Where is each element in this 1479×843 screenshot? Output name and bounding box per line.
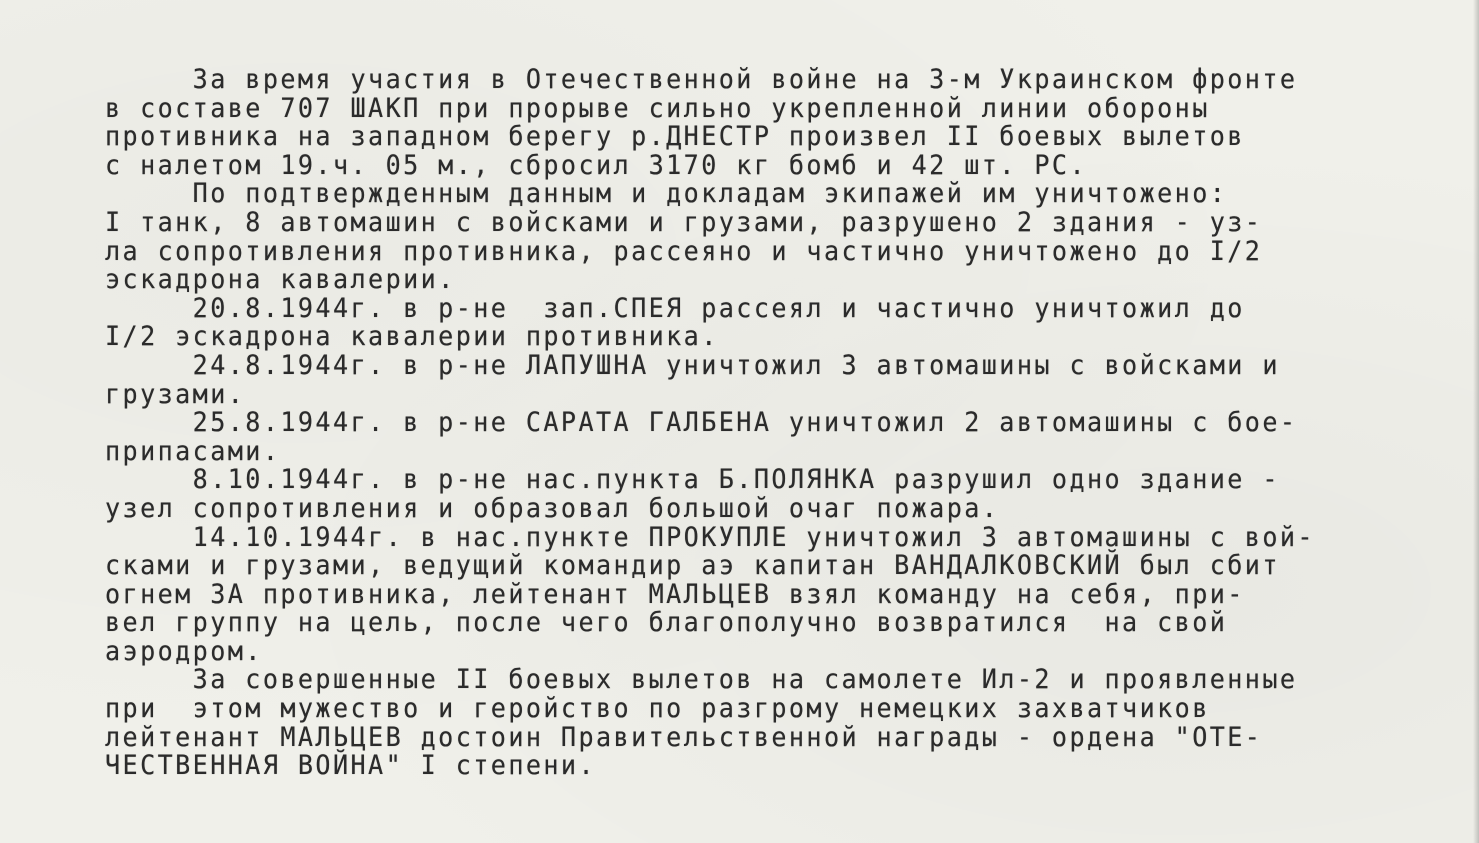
- text-line: 14.10.1944г. в нас.пункте ПРОКУПЛЕ уничтожил 3 автомашины с вой-: [105, 521, 1315, 553]
- text-line: I танк, 8 автомашин с войсками и грузами, разрушено 2 здания - уз-: [105, 206, 1263, 238]
- text-line: сками и грузами, ведущий командир аэ капитан ВАНДАЛКОВСКИЙ был сбит: [105, 550, 1280, 582]
- typewritten-text: [105, 66, 1342, 781]
- text-line: 20.8.1944г. в р-не зап.СПЕЯ рассеял и частично уничтожил до: [105, 292, 1245, 324]
- text-line: ла сопротивления противника, рассеяно и частично уничтожено до I/2: [105, 235, 1263, 267]
- text-line: аэродром.: [105, 635, 263, 667]
- text-line: с налетом 19.ч. 05 м., сбросил 3170 кг бомб и 42 шт. РС.: [105, 149, 1087, 181]
- text-line: припасами.: [105, 435, 281, 467]
- text-line: при этом мужество и геройство по разгрому немецких захватчиков: [105, 693, 1210, 725]
- text-line: лейтенант МАЛЬЦЕВ достоин Правительственной награды - ордена "ОТЕ-: [105, 721, 1263, 753]
- text-line: огнем ЗА противника, лейтенант МАЛЬЦЕВ взял команду на себя, при-: [105, 578, 1245, 610]
- text-line: в составе 707 ШАКП при прорыве сильно укрепленной линии обороны: [105, 92, 1210, 124]
- text-line: За совершенные II боевых вылетов на самолете Ил-2 и проявленные: [105, 664, 1298, 696]
- text-line: 8.10.1944г. в р-не нас.пункта Б.ПОЛЯНКА разрушил одно здание -: [105, 464, 1280, 496]
- text-line: эскадрона кавалерии.: [105, 264, 456, 296]
- text-line: ЧЕСТВЕННАЯ ВОЙНА" I степени.: [105, 750, 596, 782]
- text-line: По подтвержденным данным и докладам экипажей им уничтожено:: [105, 178, 1228, 210]
- text-line: противника на западном берегу р.ДНЕСТР произвел II боевых вылетов: [105, 121, 1245, 153]
- text-line: вел группу на цель, после чего благополучно возвратился на свой: [105, 607, 1228, 639]
- text-line: грузами.: [105, 378, 246, 410]
- text-line: За время участия в Отечественной войне на 3-м Украинском фронте: [105, 64, 1298, 95]
- text-line: I/2 эскадрона кавалерии противника.: [105, 321, 719, 353]
- text-line: 24.8.1944г. в р-не ЛАПУШНА уничтожил 3 автомашины с войсками и: [105, 349, 1280, 381]
- text-line: 25.8.1944г. в р-не САРАТА ГАЛБЕНА уничтожил 2 автомашины с бое-: [105, 407, 1298, 439]
- text-line: узел сопротивления и образовал большой очаг пожара.: [105, 492, 1000, 524]
